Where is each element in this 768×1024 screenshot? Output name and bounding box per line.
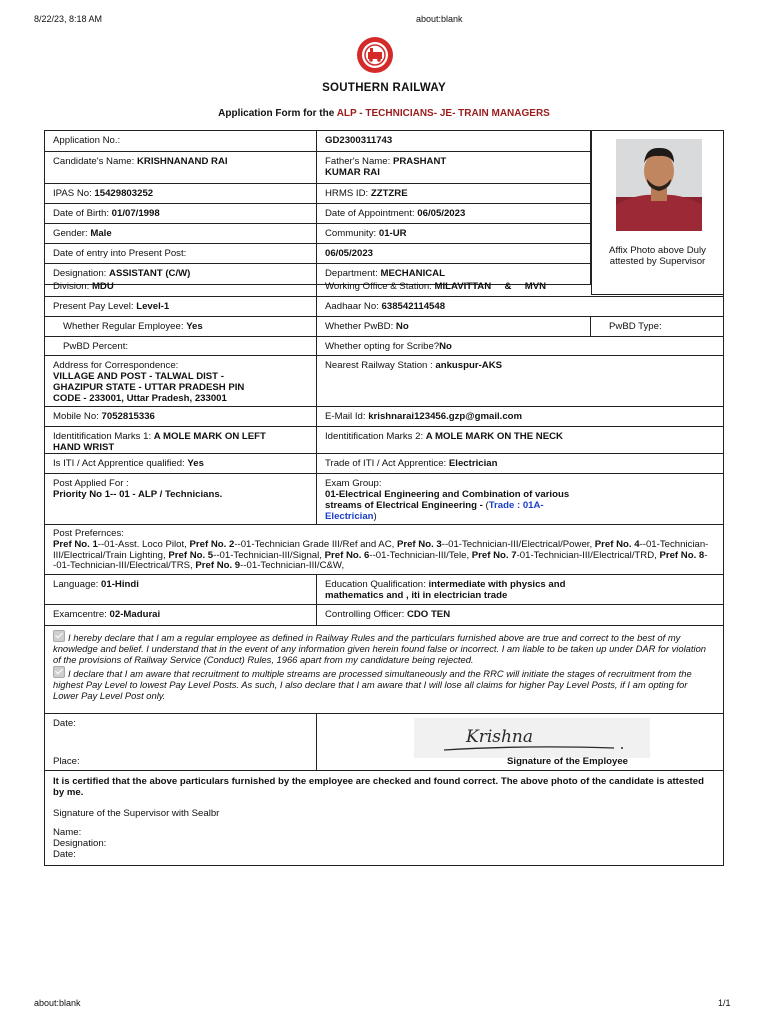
aadhaar-label: Aadhaar No: <box>325 301 379 312</box>
pref-post: -01-Technician-III/Electrical/TRD, <box>516 549 660 561</box>
doa-value: 06/05/2023 <box>417 208 466 219</box>
row-examcentre <box>45 605 723 626</box>
cand-name-value: KRISHNANAND RAI <box>136 156 228 167</box>
email-label: E-Mail Id: <box>325 411 366 422</box>
row-gender <box>45 224 591 244</box>
scribe-label: Whether opting for Scribe? <box>325 341 440 352</box>
edu-line-1: intermediate with physics and <box>428 579 566 590</box>
supervisor-date-label: Date: <box>53 849 76 860</box>
railway-logo-icon <box>350 36 400 74</box>
division-value: MDU <box>91 281 114 292</box>
pref-post: --01-Technician-III/Electrical/Train Lighting, <box>53 538 709 561</box>
aadhaar-value: 638542114548 <box>381 301 446 312</box>
pref-post: --01-Technician-III/Electrical/Power, <box>441 538 595 550</box>
pwbd-label: Whether PwBD: <box>325 321 394 332</box>
id1-value-b: HAND WRIST <box>53 442 115 453</box>
desig-value: ASSISTANT (C/W) <box>109 268 191 279</box>
row-address <box>45 356 723 407</box>
exam-line-1: 01-Electrical Engineering and Combination of various <box>325 489 570 500</box>
hrms-value: ZZTZRE <box>370 188 408 199</box>
pref-post: --01-Technician-III/C&W, <box>240 560 345 572</box>
dob-value: 01/07/1998 <box>111 208 160 219</box>
row-declarations <box>45 626 723 714</box>
row-certification <box>45 771 723 865</box>
page-count: 1/1 <box>718 998 731 1008</box>
row-division <box>45 277 723 297</box>
edu-label: Education Qualification: <box>325 579 426 590</box>
print-url-header: about:blank <box>416 14 463 24</box>
photo-cell <box>591 131 723 295</box>
regular-value: Yes <box>186 321 203 332</box>
cand-name-label: Candidate's Name: <box>53 156 135 167</box>
desig-label: Designation: <box>53 268 107 279</box>
pref-list <box>53 539 708 572</box>
exam-line-2: streams of Electrical Engineering - <box>325 500 483 511</box>
declaration1-checkbox[interactable] <box>53 630 65 642</box>
photo-caption: Affix Photo above Duly attested by Supervisor <box>609 245 706 267</box>
pref-post: --01-Technician-III/Signal, <box>213 549 325 561</box>
edu-line-2: mathematics and , iti in electrician trade <box>325 590 508 601</box>
exc-value: 02-Madurai <box>109 609 161 620</box>
pref-label: Post Prefernces: <box>53 528 124 539</box>
pref-number: Pref No. 3 <box>396 538 442 550</box>
post-value: Priority No 1-- 01 - ALP / Technicians. <box>53 489 223 500</box>
declaration2-checkbox[interactable] <box>53 666 65 678</box>
father-value-2: KUMAR RAI <box>325 167 380 178</box>
station-value: MILAVITTAN & MVN <box>434 281 547 292</box>
mobile-value: 7052815336 <box>101 411 155 422</box>
row-pwbd-pct <box>45 337 723 356</box>
ctrl-value: CDO TEN <box>406 609 451 620</box>
id1-label: Identitification Marks 1: <box>53 431 152 442</box>
id2-value: A MOLE MARK ON THE NECK <box>425 431 563 442</box>
pref-number: Pref No. 2 <box>189 538 235 550</box>
row-post: Post Applied For : Priority No 1-- 01 - ALP / Technicians. Exam Group: 01-Electrical Engineering and Combination of various streams of Electrical Engineering - (Trade : 01A- Electrician) <box>45 474 723 525</box>
pref-number: Pref No. 4 <box>594 538 640 550</box>
supervisor-name-label: Name: <box>53 827 82 838</box>
pref-number: Pref No. 5 <box>168 549 214 561</box>
declaration1-text: I hereby declare that I am a regular employee as defined in Railway Rules and the particulars furnished above are true and correct to the best of my knowledge and belief. I understand that in the event of any information given herein found false or incorrect. I am liable to be taken up under DAR for violation of the provisions of Railway Service (Conduct) Rules, 1966 apart from my candidature being rejected. <box>53 632 706 665</box>
signature-caption: Signature of the Employee <box>507 756 629 767</box>
community-label: Community: <box>325 228 377 239</box>
row-id-marks <box>45 427 723 454</box>
exam-trade-1: Trade : 01A- <box>488 500 544 511</box>
application-form <box>44 130 724 866</box>
id2-label: Identitification Marks 2: <box>325 431 424 442</box>
row-signature <box>45 714 723 771</box>
form-title: Application Form for the ALP - TECHNICIANS- JE- TRAIN MANAGERS <box>218 108 550 119</box>
father-value-1: PRASHANT <box>392 156 447 167</box>
pay-value: Level-1 <box>136 301 170 312</box>
print-datetime: 8/22/23, 8:18 AM <box>34 14 103 24</box>
addr-line-2: GHAZIPUR STATE - UTTAR PRADESH PIN <box>53 382 245 393</box>
print-url-footer: about:blank <box>34 998 81 1008</box>
exc-label: Examcentre: <box>53 609 107 620</box>
ipas-value: 15429803252 <box>94 188 154 199</box>
gender-label: Gender: <box>53 228 88 239</box>
iti-value: Yes <box>187 458 204 469</box>
id1-value-a: A MOLE MARK ON LEFT <box>153 431 266 442</box>
email-value: krishnarai123456.gzp@gmail.com <box>368 411 523 422</box>
dob-label: Date of Birth: <box>53 208 109 219</box>
father-label: Father's Name: <box>325 156 391 167</box>
row-pay <box>45 297 723 317</box>
row-regular <box>45 317 723 337</box>
row-entry <box>45 244 591 264</box>
pwbd-pct-label: PwBD Percent: <box>45 337 317 355</box>
entry-label: Date of entry into Present Post: <box>45 244 317 263</box>
signature-scribble-text: Krishna <box>466 727 534 747</box>
dept-label: Department: <box>325 268 378 279</box>
supervisor-designation-label: Designation: <box>53 838 107 849</box>
scribe-value: No <box>439 341 452 352</box>
addr-line-3: CODE - 233001, Uttar Pradesh, 233001 <box>53 393 227 404</box>
pref-post: --01-Technician-III/Tele, <box>369 549 472 561</box>
lang-label: Language: <box>53 579 99 590</box>
trade-value: Electrician <box>448 458 498 469</box>
gender-value: Male <box>90 228 112 239</box>
division-label: Division: <box>53 281 90 292</box>
nearest-label: Nearest Railway Station : <box>325 360 433 371</box>
pref-number: Pref No. 1 <box>53 538 98 550</box>
addr-line-1: VILLAGE AND POST - TALWAL DIST - <box>53 371 224 382</box>
pref-post: --01-Technician-III/Electrical/TRS, <box>53 549 708 572</box>
nearest-value: ankuspur-AKS <box>435 360 503 371</box>
mobile-label: Mobile No: <box>53 411 99 422</box>
pref-number: Pref No. 8 <box>659 549 705 561</box>
pwbd-value: No <box>395 321 409 332</box>
org-title: SOUTHERN RAILWAY <box>322 82 446 94</box>
pref-number: Pref No. 9 <box>195 560 241 572</box>
row-dob <box>45 204 591 224</box>
app-no-value: GD2300311743 <box>325 135 393 146</box>
candidate-photo <box>616 139 702 231</box>
ctrl-label: Controlling Officer: <box>325 609 405 620</box>
declaration2-text: I declare that I am aware that recruitment to multiple streams are processed simultaneously and the RRC will initiate the stages of recruitment from the highest Pay Level to lowest Pay Level Posts. As such, I also declare that I am aware that I will lose all claims for higher Pay Level Posts, if I am opting for Lower Pay Level Post only. <box>53 668 692 701</box>
row-language <box>45 575 723 605</box>
trade-label: Trade of ITI / Act Apprentice: <box>325 458 447 469</box>
lang-value: 01-Hindi <box>101 579 139 590</box>
pwbd-type-label: PwBD Type: <box>609 321 662 332</box>
employee-signature <box>414 718 650 758</box>
pay-label: Present Pay Level: <box>53 301 134 312</box>
iti-label: Is ITI / Act Apprentice qualified: <box>53 458 185 469</box>
pref-number: Pref No. 7 <box>471 549 517 561</box>
row-ipas <box>45 184 591 204</box>
row-mobile <box>45 407 723 427</box>
certify-text: It is certified that the above particulars furnished by the employee are checked and found correct. The above photo of the candidate is attested by me. <box>53 776 704 798</box>
entry-value: 06/05/2023 <box>325 248 374 259</box>
exam-label: Exam Group: <box>325 478 382 489</box>
exam-trade-2: Electrician <box>325 511 374 522</box>
community-value: 01-UR <box>378 228 407 239</box>
row-preferences <box>45 525 723 575</box>
supervisor-sig-label: Signature of the Supervisor with Sealbr <box>53 808 220 819</box>
dept-value: MECHANICAL <box>380 268 445 279</box>
row-iti <box>45 454 723 474</box>
hrms-label: HRMS ID: <box>325 188 369 199</box>
post-label: Post Applied For : <box>53 478 129 489</box>
addr-label: Address for Correspondence: <box>53 360 179 371</box>
row-application-no <box>45 131 591 152</box>
ipas-label: IPAS No: <box>53 188 92 199</box>
place-label: Place: <box>53 756 80 767</box>
pref-post: --01-Asst. Loco Pilot, <box>97 538 190 550</box>
pref-post: --01-Technician Grade III/Ref and AC, <box>234 538 397 550</box>
pref-number: Pref No. 6 <box>324 549 370 561</box>
regular-label: Whether Regular Employee: <box>63 321 184 332</box>
date-label: Date: <box>53 718 76 729</box>
doa-label: Date of Appointment: <box>325 208 415 219</box>
station-label: Working Office & Station: <box>325 281 432 292</box>
row-name <box>45 152 591 184</box>
app-no-label: Application No.: <box>45 131 317 151</box>
